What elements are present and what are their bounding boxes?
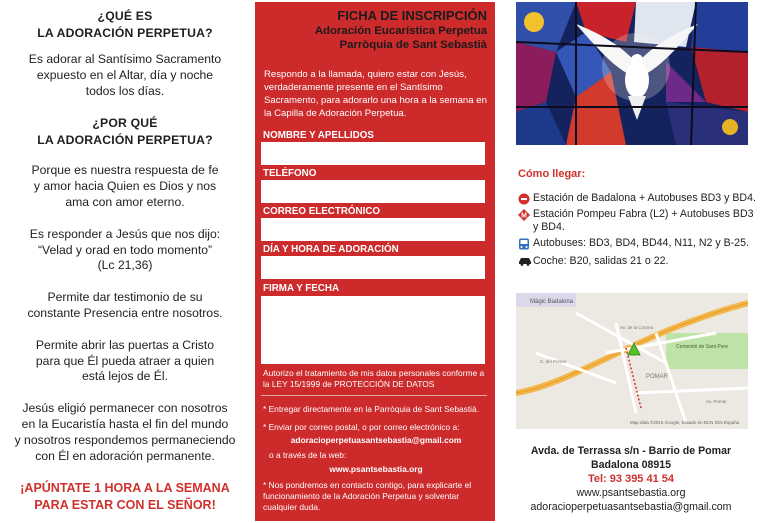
web-intro: o a través de la web: <box>269 450 347 460</box>
answer-1: Es adorar al Santísimo Sacramento expuesto en el Altar, día y noche todos los días. <box>28 52 222 98</box>
paragraph-4: Permite abrir las puertas a Cristo para que Él pueda atraer a quien está lejos de Él. <box>35 337 215 384</box>
directions-item-car: Coche: B20, salidas 21 o 22. <box>518 255 758 270</box>
schedule-label: DÍA Y HORA DE ADORACIÓN <box>263 244 399 255</box>
map-label-street-1: Av. de la Conrea <box>620 325 654 330</box>
map-label-street-3: Av. Pomar <box>706 399 727 404</box>
form-title: FICHA DE INSCRIPCIÓN <box>337 8 487 23</box>
map-credits: Map data ©2016 Google, basado en BCN IGN España <box>630 420 740 425</box>
contact-block <box>500 444 762 514</box>
form-web-link[interactable]: www.psantsebastia.org <box>329 464 423 474</box>
contact-city: Badalona 08915 <box>590 459 672 471</box>
paragraph-5: Jesús eligió permanecer con nosotros en la Eucaristía hasta el fin del mundo y nosotros respondemos permaneciendo con Él en adoración permanente. <box>14 401 236 463</box>
signature-label: FIRMA Y FECHA <box>263 283 340 294</box>
registration-form <box>255 2 495 521</box>
left-panel <box>0 0 250 523</box>
phone-field[interactable] <box>261 180 485 203</box>
phone-label: TELÉFONO <box>263 168 317 179</box>
form-intro: Respondo a la llamada, quiero estar con Jesús, verdaderamente presente en el Santísimo Sacramento, para adorarlo una hora a la semana en la Capilla de Adoración Perpetua. <box>264 69 487 119</box>
map-label-cemetery: Cementiri de Sant Pere <box>676 344 728 350</box>
question-1-line1: ¿QUÉ ES <box>97 9 153 23</box>
form-email-link[interactable]: adoracioperpetuasantsebastia@gmail.com <box>290 435 462 445</box>
metro-icon <box>518 209 533 234</box>
schedule-field[interactable] <box>261 256 485 279</box>
delivery-note-2: * Enviar por correo postal, o por correo electrónico a: <box>263 422 460 432</box>
stained-glass-dove-image <box>516 2 748 145</box>
question-1-line2: LA ADORACIÓN PERPETUA? <box>37 26 213 40</box>
email-field[interactable] <box>261 218 485 241</box>
contact-note: * Nos pondremos en contacto contigo, para explicarte el funcionamiento de la Adoración Perpetua y solventar cualquier duda. <box>263 480 472 512</box>
form-header <box>315 8 487 52</box>
paragraph-2: Es responder a Jesús que nos dijo: “Velad y orad en todo momento” (Lc 21,36) <box>29 226 221 273</box>
contact-web-link[interactable]: www.psantsebastia.org <box>576 487 686 499</box>
form-subtitle-1: Adoración Eucarística Perpetua <box>314 25 487 37</box>
directions-item-metro: M Estación Pompeu Fabra (L2) + Autobuses BD3 y BD4. <box>518 208 758 234</box>
renfe-train-icon <box>518 193 533 209</box>
call-to-action: ¡APÚNTATE 1 HORA A LA SEMANA PARA ESTAR CON EL SEÑOR! <box>20 481 230 513</box>
delivery-note-1: * Entregar directamente en la Parròquia de Sant Sebastià. <box>263 404 480 414</box>
name-field[interactable] <box>261 142 485 165</box>
directions-item-train: Estación de Badalona + Autobuses BD3 y BD4. <box>518 192 758 209</box>
question-2-line2: LA ADORACIÓN PERPETUA? <box>37 133 213 148</box>
location-map[interactable] <box>516 293 748 429</box>
contact-phone: Tel: 93 395 41 54 <box>587 473 675 485</box>
bus-icon <box>518 238 533 254</box>
divider <box>261 395 487 396</box>
map-label-district: POMAR <box>646 374 669 380</box>
paragraph-1: Porque es nuestra respuesta de fe y amor hacia Quien es Dios y nos ama con amor eterno. <box>31 163 219 209</box>
email-label: CORREO ELECTRÓNICO <box>263 206 381 217</box>
question-2-line1: ¿POR QUÉ <box>92 116 158 131</box>
map-label-street-2: C. del Pomar <box>540 359 567 364</box>
directions-heading: Cómo llegar: <box>518 168 586 180</box>
right-panel <box>500 0 762 523</box>
map-label-mall: Màgic Badalona <box>530 299 574 305</box>
car-icon <box>518 256 533 270</box>
consent-text: Autorizo el tratamiento de mis datos personales conforme a la LEY 15/1999 de PROTECCIÓN DE DATOS <box>263 368 485 389</box>
name-label: NOMBRE Y APELLIDOS <box>263 130 374 141</box>
svg-text:M: M <box>521 212 527 220</box>
paragraph-3: Permite dar testimonio de su constante Presencia entre nosotros. <box>27 290 223 320</box>
signature-field[interactable] <box>261 296 485 364</box>
directions-item-bus: Autobuses: BD3, BD4, BD44, N11, N2 y B-25. <box>518 237 758 254</box>
contact-email-link[interactable]: adoracioperpetuasantsebastia@gmail.com <box>530 501 732 513</box>
form-subtitle-2: Parròquia de Sant Sebastià <box>339 39 487 51</box>
contact-address: Avda. de Terrassa s/n - Barrio de Pomar <box>530 445 732 457</box>
